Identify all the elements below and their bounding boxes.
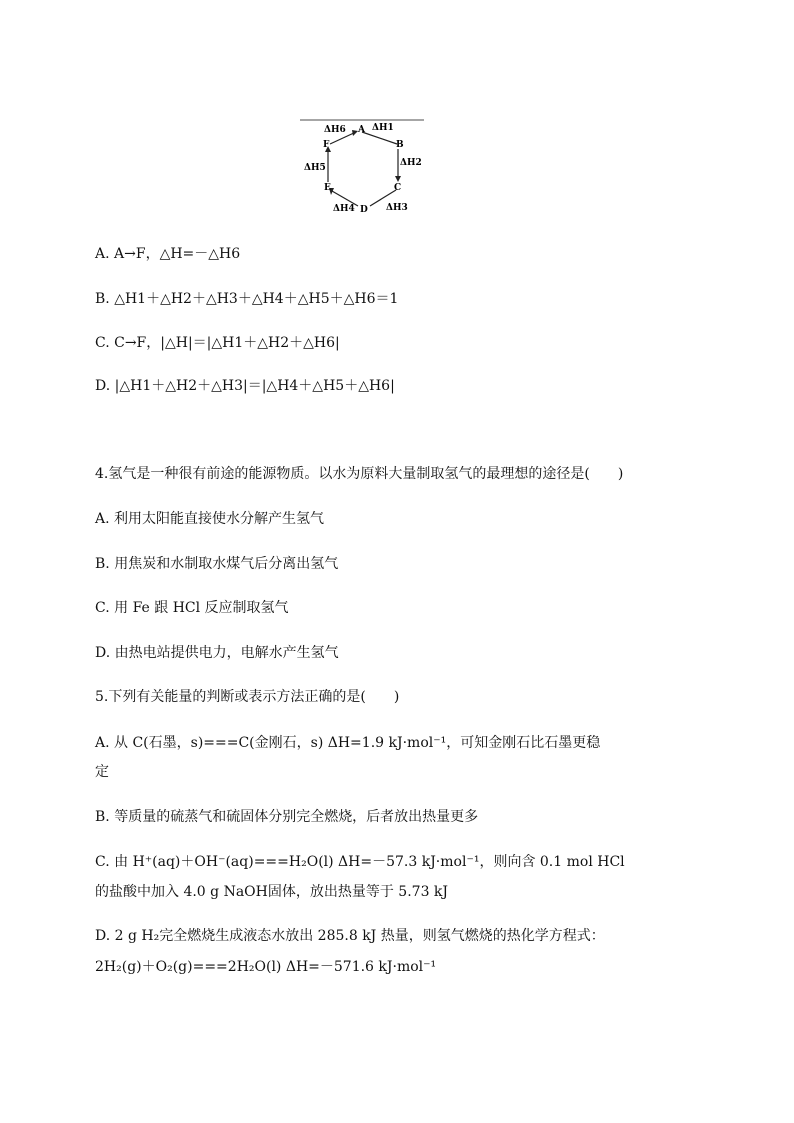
edge-a-b <box>362 132 397 144</box>
q4-option-b: B. 用焦炭和水制取水煤气后分离出氢气 <box>95 556 339 572</box>
q5-option-c-line1: C. 由 H⁺(aq)＋OH⁻(aq)===H₂O(l) ΔH=－57.3 kJ·mol⁻¹，则向含 0.1 mol HCl <box>95 854 625 870</box>
node-d: D <box>360 205 368 215</box>
q5-option-d-line1: D. 2 g H₂完全燃烧生成液态水放出 285.8 kJ 热量，则氢气燃烧的热化学方程式： <box>95 928 605 944</box>
node-f: F <box>323 140 330 150</box>
edge-label-dh5: ΔH5 <box>304 163 326 173</box>
arrow-b-c <box>395 176 401 182</box>
node-b: B <box>396 140 404 150</box>
q5-option-d-line2: 2H₂(g)＋O₂(g)===2H₂O(l) ΔH=－571.6 kJ·mol⁻¹ <box>95 959 437 975</box>
q4-option-c: C. 用 Fe 跟 HCl 反应制取氢气 <box>95 600 289 616</box>
q4-option-a: A. 利用太阳能直接使水分解产生氢气 <box>95 511 325 527</box>
edge-label-dh6: ΔH6 <box>324 125 346 135</box>
edge-label-dh1: ΔH1 <box>372 123 394 133</box>
q5-option-a-line1: A. 从 C(石墨，s)===C(金刚石，s) ΔH=1.9 kJ·mol⁻¹，可知金刚石比石墨更稳 <box>95 735 601 751</box>
hess-cycle-diagram <box>300 118 424 218</box>
node-e: E <box>324 183 331 193</box>
q5-option-a-line2: 定 <box>95 764 109 780</box>
q3-option-a: A. A→F，△H=－△H6 <box>95 246 241 262</box>
edge-label-dh4: ΔH4 <box>333 204 355 214</box>
node-a: A <box>358 125 365 135</box>
node-c: C <box>394 183 402 193</box>
q5-option-b: B. 等质量的硫蒸气和硫固体分别完全燃烧，后者放出热量更多 <box>95 809 479 825</box>
q4-option-d: D. 由热电站提供电力，电解水产生氢气 <box>95 645 339 661</box>
q3-option-b: B. △H1＋△H2＋△H3＋△H4＋△H5＋△H6＝1 <box>95 291 399 307</box>
q3-option-d: D. |△H1＋△H2＋△H3|＝|△H4＋△H5＋△H6| <box>95 378 395 394</box>
q5-option-c-line2: 的盐酸中加入 4.0 g NaOH固体，放出热量等于 5.73 kJ <box>95 884 449 900</box>
edge-label-dh3: ΔH3 <box>386 203 408 213</box>
edge-label-dh2: ΔH2 <box>400 158 422 168</box>
q5-stem: 5.下列有关能量的判断或表示方法正确的是( ) <box>95 689 400 705</box>
q4-stem: 4.氢气是一种很有前途的能源物质。以水为原料大量制取氢气的最理想的途径是( ) <box>95 466 624 482</box>
q3-option-c: C. C→F，|△H|＝|△H1＋△H2＋△H6| <box>95 335 340 351</box>
